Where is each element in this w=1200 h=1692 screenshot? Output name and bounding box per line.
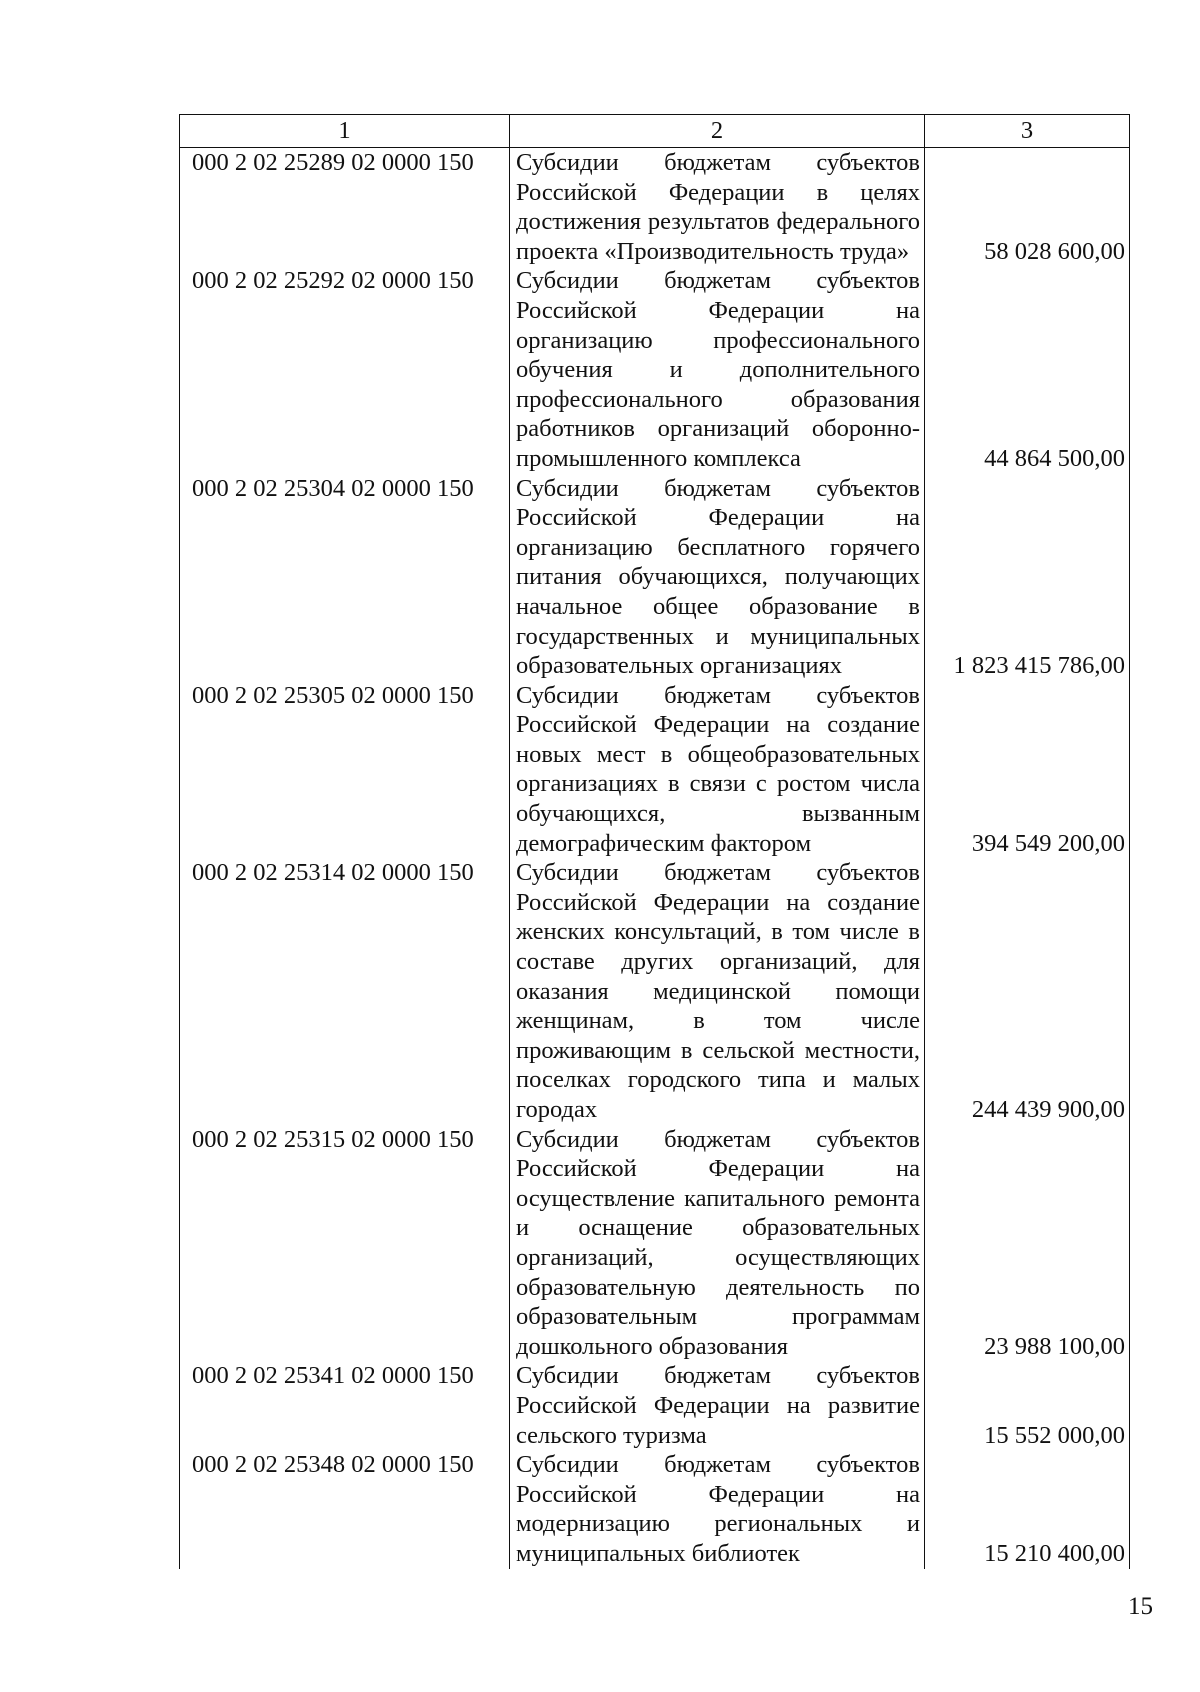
classification-code-cell: 000 2 02 25292 02 0000 150 [180, 266, 510, 473]
classification-code-cell: 000 2 02 25305 02 0000 150 [180, 681, 510, 859]
amount-cell: 1 823 415 786,00 [925, 474, 1130, 681]
table-row [180, 858, 1130, 1124]
table-row [180, 1450, 1130, 1568]
amount-cell: 15 552 000,00 [925, 1361, 1130, 1450]
amount-cell: 58 028 600,00 [925, 148, 1130, 267]
description-cell: Субсидии бюджетам субъектов Российской Федерации на модернизацию региональных и муниципальных библиотек [510, 1450, 925, 1568]
amount-cell: 244 439 900,00 [925, 858, 1130, 1124]
description-cell: Субсидии бюджетам субъектов Российской Федерации на организацию профессионального обучения и дополнительного профессионального образования работников организаций оборонно-промышленного комплекса [510, 266, 925, 473]
classification-code-cell: 000 2 02 25289 02 0000 150 [180, 148, 510, 267]
description-cell: Субсидии бюджетам субъектов Российской Федерации на развитие сельского туризма [510, 1361, 925, 1450]
classification-code-cell: 000 2 02 25315 02 0000 150 [180, 1125, 510, 1362]
description-cell: Субсидии бюджетам субъектов Российской Федерации на организацию бесплатного горячего питания обучающихся, получающих начальное общее образование в государственных и муниципальных образовательных организациях [510, 474, 925, 681]
header-col-2: 2 [510, 115, 925, 148]
description-cell: Субсидии бюджетам субъектов Российской Федерации на создание новых мест в общеобразовательных организациях в связи с ростом числа обучающихся, вызванным демографическим фактором [510, 681, 925, 859]
budget-table [179, 114, 1130, 1569]
table-row [180, 1125, 1130, 1362]
description-cell: Субсидии бюджетам субъектов Российской Федерации на осуществление капитального ремонта и оснащение образовательных организаций, осуществляющих образовательную деятельность по образовательным программам дошкольного образования [510, 1125, 925, 1362]
classification-code-cell: 000 2 02 25314 02 0000 150 [180, 858, 510, 1124]
description-cell: Субсидии бюджетам субъектов Российской Федерации в целях достижения результатов федерального проекта «Производительность труда» [510, 148, 925, 267]
table-header [180, 115, 1130, 148]
classification-code-cell: 000 2 02 25341 02 0000 150 [180, 1361, 510, 1450]
header-row [180, 115, 1130, 148]
amount-cell: 44 864 500,00 [925, 266, 1130, 473]
table-row [180, 474, 1130, 681]
amount-cell: 15 210 400,00 [925, 1450, 1130, 1568]
table-row [180, 148, 1130, 267]
table-row [180, 1361, 1130, 1450]
page-number: 15 [1128, 1593, 1153, 1620]
table-body [180, 148, 1130, 1569]
amount-cell: 23 988 100,00 [925, 1125, 1130, 1362]
table-row [180, 266, 1130, 473]
classification-code-cell: 000 2 02 25304 02 0000 150 [180, 474, 510, 681]
description-cell: Субсидии бюджетам субъектов Российской Федерации на создание женских консультаций, в том числе в составе других организаций, для оказания медицинской помощи женщинам, в том числе проживающим в сельской местности, поселках городского типа и малых городах [510, 858, 925, 1124]
header-col-1: 1 [180, 115, 510, 148]
classification-code-cell: 000 2 02 25348 02 0000 150 [180, 1450, 510, 1568]
header-col-3: 3 [925, 115, 1130, 148]
table-row [180, 681, 1130, 859]
amount-cell: 394 549 200,00 [925, 681, 1130, 859]
